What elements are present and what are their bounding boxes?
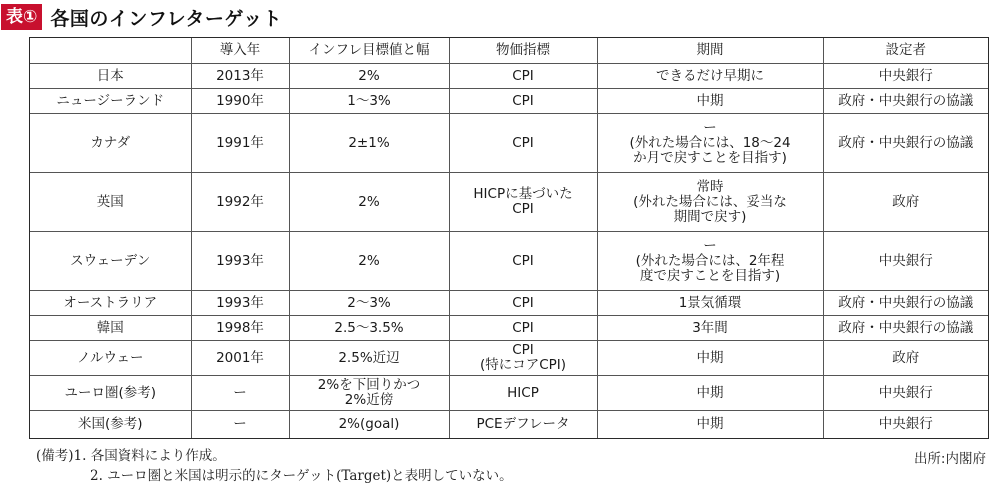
data-table [30, 38, 988, 438]
table-cell: CPI [449, 316, 597, 341]
table-cell: HICPに基づいた CPI [449, 173, 597, 232]
table-cell: 政府・中央銀行の協議 [823, 316, 988, 341]
table-cell: 政府・中央銀行の協議 [823, 114, 988, 173]
table-title: 各国のインフレターゲット [50, 7, 283, 30]
table-cell: 中期 [597, 89, 823, 114]
country-cell: 日本 [30, 64, 191, 89]
table-cell: 2%を下回りかつ 2%近傍 [289, 376, 449, 411]
table-cell: ー (外れた場合には、2年程 度で戻すことを目指す) [597, 232, 823, 291]
table-cell: 2.5〜3.5% [289, 316, 449, 341]
table-cell: 中期 [597, 411, 823, 438]
country-cell: ノルウェー [30, 341, 191, 376]
header-row [30, 38, 988, 64]
table-cell: 中央銀行 [823, 376, 988, 411]
note-line: (備考)1. 各国資料により作成。 [36, 448, 226, 464]
table-row [30, 89, 988, 114]
table-cell: ー (外れた場合には、18〜24 か月で戻すことを目指す) [597, 114, 823, 173]
table-row [30, 232, 988, 291]
column-header: 設定者 [823, 38, 988, 64]
column-header: 物価指標 [449, 38, 597, 64]
table-cell: できるだけ早期に [597, 64, 823, 89]
title-bar [0, 2, 282, 32]
table-cell: 2% [289, 232, 449, 291]
table-number-badge: 表① [1, 4, 42, 30]
table-body [30, 38, 988, 438]
table-cell: 中央銀行 [823, 232, 988, 291]
note-line: 2. ユーロ圏と米国は明示的にターゲット(Target)と表明していない。 [36, 468, 513, 484]
country-cell: オーストラリア [30, 291, 191, 316]
table-cell: 政府 [823, 341, 988, 376]
country-cell: カナダ [30, 114, 191, 173]
table-cell: 政府 [823, 173, 988, 232]
table-cell: 1景気循環 [597, 291, 823, 316]
table-row [30, 316, 988, 341]
table-cell: 中央銀行 [823, 411, 988, 438]
column-header: 期間 [597, 38, 823, 64]
table-row [30, 173, 988, 232]
table-cell: 1992年 [191, 173, 289, 232]
table-cell: 中央銀行 [823, 64, 988, 89]
table-cell: CPI [449, 232, 597, 291]
table-cell: 2〜3% [289, 291, 449, 316]
table-cell: 中期 [597, 341, 823, 376]
table-cell: 政府・中央銀行の協議 [823, 291, 988, 316]
table-cell: 1〜3% [289, 89, 449, 114]
table-cell: CPI [449, 89, 597, 114]
table-cell: 2% [289, 64, 449, 89]
notes [36, 446, 513, 486]
table-cell: HICP [449, 376, 597, 411]
table-row [30, 64, 988, 89]
table-cell: 1993年 [191, 291, 289, 316]
country-cell: 英国 [30, 173, 191, 232]
table-cell: 2001年 [191, 341, 289, 376]
table-cell: ー [191, 411, 289, 438]
inflation-target-table [29, 37, 989, 439]
table-cell: 1998年 [191, 316, 289, 341]
table-cell: 1991年 [191, 114, 289, 173]
country-cell: ニュージーランド [30, 89, 191, 114]
table-cell: 2% [289, 173, 449, 232]
column-header: インフレ目標値と幅 [289, 38, 449, 64]
country-cell: 韓国 [30, 316, 191, 341]
country-cell: スウェーデン [30, 232, 191, 291]
table-cell: 2.5%近辺 [289, 341, 449, 376]
table-cell: 3年間 [597, 316, 823, 341]
table-cell: PCEデフレータ [449, 411, 597, 438]
table-cell: CPI (特にコアCPI) [449, 341, 597, 376]
column-header: 導入年 [191, 38, 289, 64]
table-row [30, 411, 988, 438]
table-row [30, 291, 988, 316]
table-cell: 政府・中央銀行の協議 [823, 89, 988, 114]
table-row [30, 114, 988, 173]
table-cell: 1990年 [191, 89, 289, 114]
table-cell: CPI [449, 291, 597, 316]
table-cell: CPI [449, 64, 597, 89]
table-cell: 常時 (外れた場合には、妥当な 期間で戻す) [597, 173, 823, 232]
country-cell: ユーロ圏(参考) [30, 376, 191, 411]
table-cell: 2013年 [191, 64, 289, 89]
table-cell: CPI [449, 114, 597, 173]
table-row [30, 341, 988, 376]
table-cell: 2%(goal) [289, 411, 449, 438]
source-credit: 出所:内閣府 [913, 451, 986, 467]
table-cell: 中期 [597, 376, 823, 411]
country-cell: 米国(参考) [30, 411, 191, 438]
table-cell: ー [191, 376, 289, 411]
table-cell: 1993年 [191, 232, 289, 291]
column-header [30, 38, 191, 64]
table-row [30, 376, 988, 411]
table-cell: 2±1% [289, 114, 449, 173]
